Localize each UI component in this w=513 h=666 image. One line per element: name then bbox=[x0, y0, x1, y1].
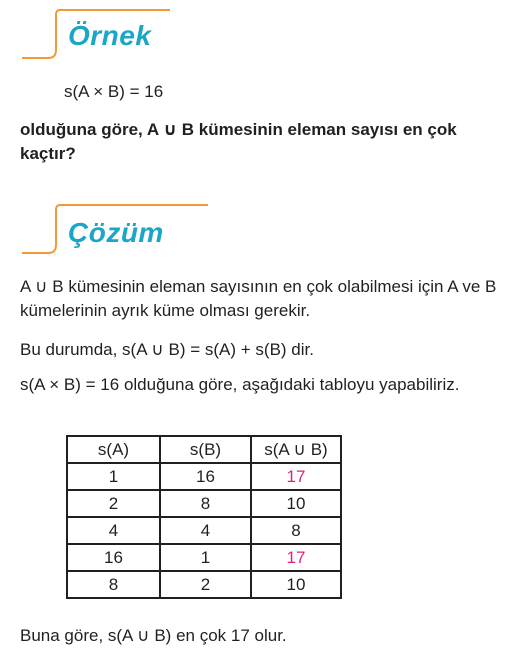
example-question: olduğuna göre, A ∪ B kümesinin eleman sayısı en çok kaçtır? bbox=[20, 120, 457, 163]
table-row bbox=[67, 463, 341, 490]
example-formula: s(A × B) = 16 bbox=[64, 82, 164, 101]
cell-sA: 1 bbox=[67, 463, 160, 490]
cell-sB: 8 bbox=[160, 490, 251, 517]
solution-conclusion: Buna göre, s(A ∪ B) en çok 17 olur. bbox=[20, 626, 287, 645]
table-row bbox=[67, 544, 341, 571]
solution-paragraph-1: A ∪ B kümesinin eleman sayısının en çok olabilmesi için A ve B kümelerinin ayrık küme olması gerekir. bbox=[20, 277, 497, 320]
cell-sB: 2 bbox=[160, 571, 251, 598]
table-row bbox=[67, 490, 341, 517]
cell-sAuB: 17 bbox=[251, 544, 341, 571]
cell-sAuB: 10 bbox=[251, 490, 341, 517]
cell-sA: 16 bbox=[67, 544, 160, 571]
header-sA: s(A) bbox=[67, 436, 160, 463]
cell-sB: 16 bbox=[160, 463, 251, 490]
header-sAuB: s(A ∪ B) bbox=[251, 436, 341, 463]
solution-paragraph-2: Bu durumda, s(A ∪ B) = s(A) + s(B) dir. bbox=[20, 340, 314, 359]
table-row bbox=[67, 571, 341, 598]
cell-sB: 1 bbox=[160, 544, 251, 571]
union-table bbox=[66, 435, 342, 599]
cell-sB: 4 bbox=[160, 517, 251, 544]
solution-title: Çözüm bbox=[68, 217, 164, 248]
cell-sAuB: 17 bbox=[251, 463, 341, 490]
table-header-row bbox=[67, 436, 341, 463]
table-row bbox=[67, 517, 341, 544]
solution-paragraph-3: s(A × B) = 16 olduğuna göre, aşağıdaki tabloyu yapabiliriz. bbox=[20, 375, 460, 394]
cell-sA: 4 bbox=[67, 517, 160, 544]
cell-sA: 2 bbox=[67, 490, 160, 517]
cell-sAuB: 8 bbox=[251, 517, 341, 544]
header-sB: s(B) bbox=[160, 436, 251, 463]
cell-sA: 8 bbox=[67, 571, 160, 598]
example-title: Örnek bbox=[68, 20, 152, 51]
cell-sAuB: 10 bbox=[251, 571, 341, 598]
